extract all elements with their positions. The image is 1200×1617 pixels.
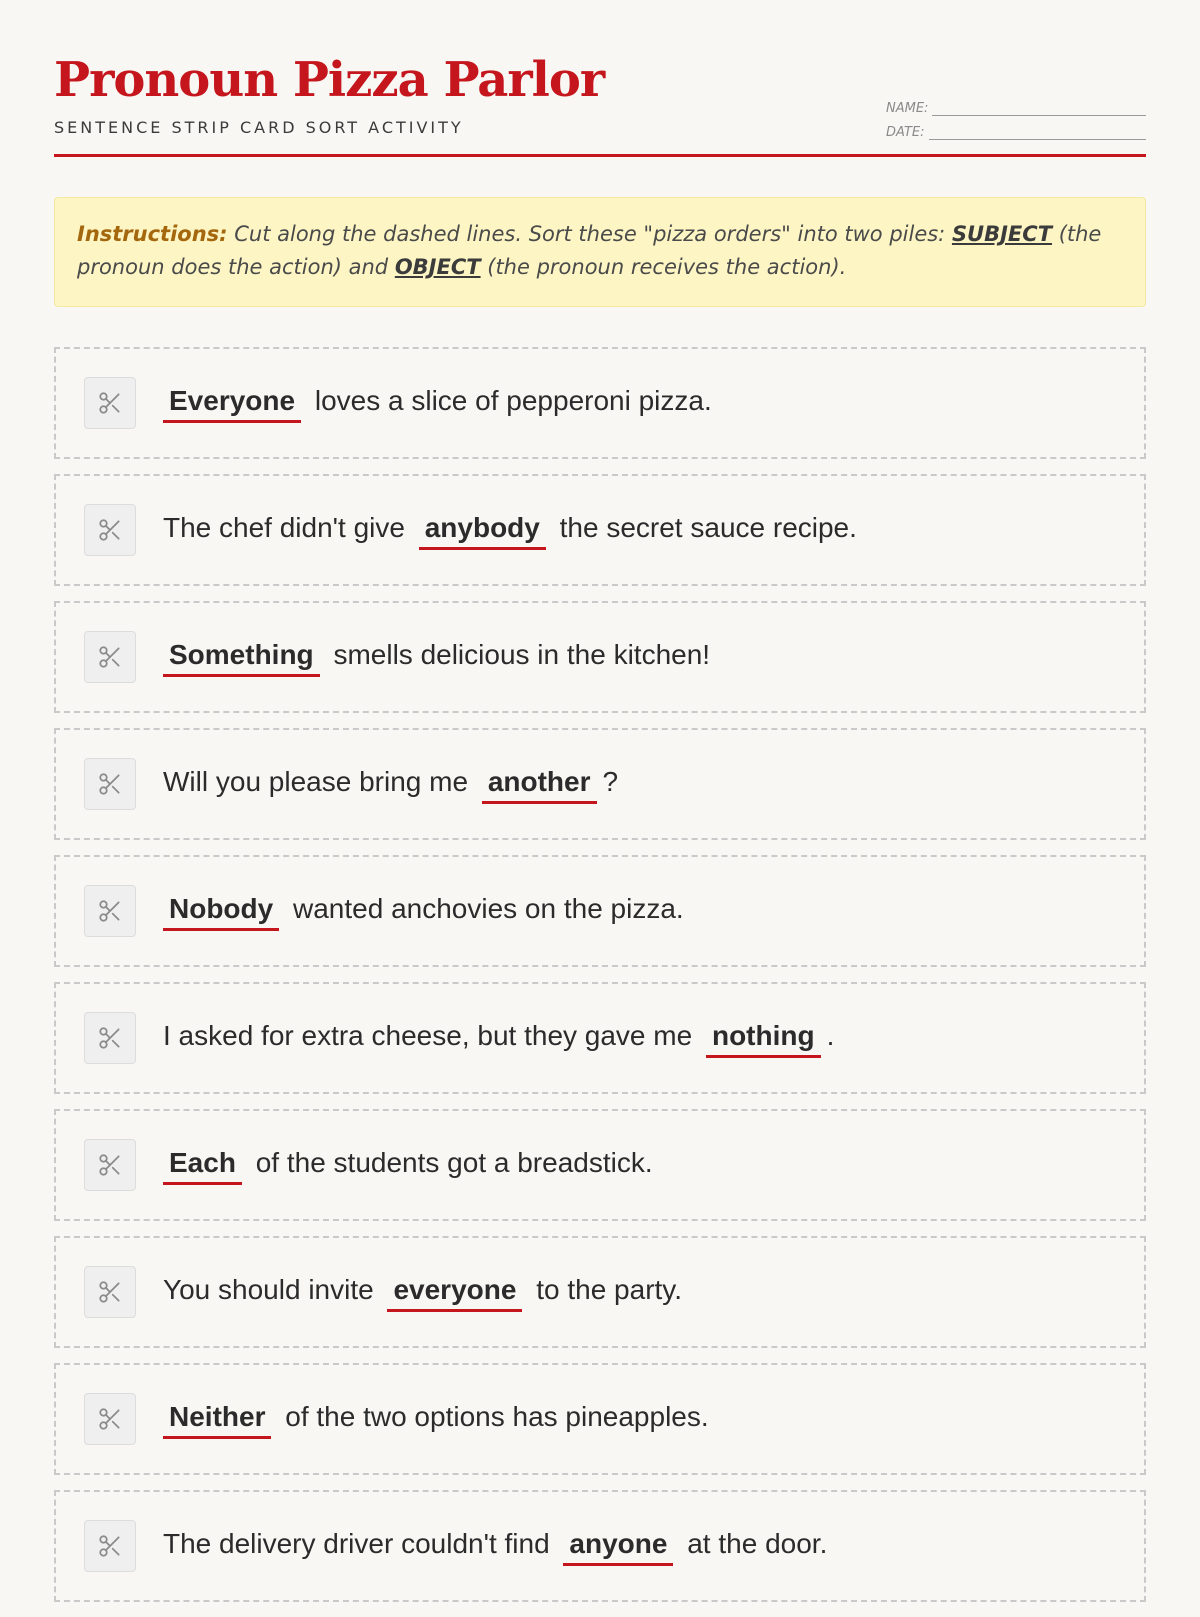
sentence-after: at the door. xyxy=(679,1527,828,1559)
sentence-before: Will you please bring me xyxy=(163,765,476,797)
date-blank xyxy=(929,127,1147,140)
scissors-icon xyxy=(84,1012,136,1064)
sentence-after: smells delicious in the kitchen! xyxy=(325,638,711,670)
sentence-before: I asked for extra cheese, but they gave me xyxy=(163,1019,700,1051)
sentence-strip xyxy=(54,347,1146,459)
sentence-strip xyxy=(54,1490,1146,1602)
sentence-strip xyxy=(54,728,1146,840)
sentence-strip xyxy=(54,982,1146,1094)
instructions-label: Instructions: xyxy=(77,222,228,246)
scissors-icon xyxy=(84,504,136,556)
sentence-text xyxy=(163,765,618,804)
date-label: DATE: xyxy=(886,125,925,140)
scissors-icon xyxy=(84,885,136,937)
sentence-strip xyxy=(54,474,1146,586)
indefinite-pronoun: another xyxy=(482,765,597,804)
sentence-before: The chef didn't give xyxy=(163,511,413,543)
sentence-after: . xyxy=(826,1019,835,1051)
sentence-strip xyxy=(54,855,1146,967)
indefinite-pronoun: everyone xyxy=(387,1273,522,1312)
sentence-text xyxy=(163,384,712,423)
name-blank xyxy=(932,103,1146,116)
sentence-text xyxy=(163,638,710,677)
scissors-icon xyxy=(84,758,136,810)
indefinite-pronoun: nothing xyxy=(706,1019,821,1058)
name-label: NAME: xyxy=(886,101,929,116)
scissors-icon xyxy=(84,377,136,429)
sentence-after: of the students got a breadstick. xyxy=(247,1146,653,1178)
scissors-icon xyxy=(84,1393,136,1445)
sentence-before: You should invite xyxy=(163,1273,382,1305)
student-info xyxy=(886,92,1146,140)
sentence-after: ? xyxy=(602,765,619,797)
sentence-after: the secret sauce recipe. xyxy=(551,511,857,543)
scissors-icon xyxy=(84,1520,136,1572)
indefinite-pronoun: Each xyxy=(163,1146,242,1185)
instructions-text-middle: (the pronoun does the action) and xyxy=(77,222,1102,279)
indefinite-pronoun: Neither xyxy=(163,1400,271,1439)
indefinite-pronoun: Something xyxy=(163,638,320,677)
sentence-strip xyxy=(54,1109,1146,1221)
sentence-text xyxy=(163,892,684,931)
sentence-text xyxy=(163,1273,682,1312)
sentence-after: wanted anchovies on the pizza. xyxy=(285,892,684,924)
indefinite-pronoun: anybody xyxy=(419,511,546,550)
indefinite-pronoun: anyone xyxy=(563,1527,673,1566)
name-row xyxy=(886,92,1146,116)
sentence-strip xyxy=(54,601,1146,713)
page-subtitle: SENTENCE STRIP CARD SORT ACTIVITY xyxy=(54,118,464,137)
sentence-text xyxy=(163,1146,653,1185)
instructions-box xyxy=(54,197,1146,307)
worksheet-header xyxy=(54,0,1146,157)
sentence-text xyxy=(163,1019,834,1058)
sentence-text xyxy=(163,1527,827,1566)
sentence-after: to the party. xyxy=(528,1273,682,1305)
indefinite-pronoun: Everyone xyxy=(163,384,301,423)
page-title: Pronoun Pizza Parlor xyxy=(54,52,605,108)
sentence-strips xyxy=(54,347,1146,1617)
sentence-text xyxy=(163,511,857,550)
subject-keyword: SUBJECT xyxy=(951,222,1053,246)
scissors-icon xyxy=(84,1266,136,1318)
sentence-before: The delivery driver couldn't find xyxy=(163,1527,558,1559)
date-row xyxy=(886,116,1146,140)
sentence-strip xyxy=(54,1363,1146,1475)
sentence-after: loves a slice of pepperoni pizza. xyxy=(307,384,712,416)
scissors-icon xyxy=(84,631,136,683)
indefinite-pronoun: Nobody xyxy=(163,892,279,931)
instructions-text-before: Cut along the dashed lines. Sort these "pizza orders" into two piles: xyxy=(227,222,952,246)
sentence-text xyxy=(163,1400,709,1439)
sentence-after: of the two options has pineapples. xyxy=(277,1400,709,1432)
instructions-text-after: (the pronoun receives the action). xyxy=(480,255,847,279)
object-keyword: OBJECT xyxy=(394,255,481,279)
scissors-icon xyxy=(84,1139,136,1191)
sentence-strip xyxy=(54,1236,1146,1348)
